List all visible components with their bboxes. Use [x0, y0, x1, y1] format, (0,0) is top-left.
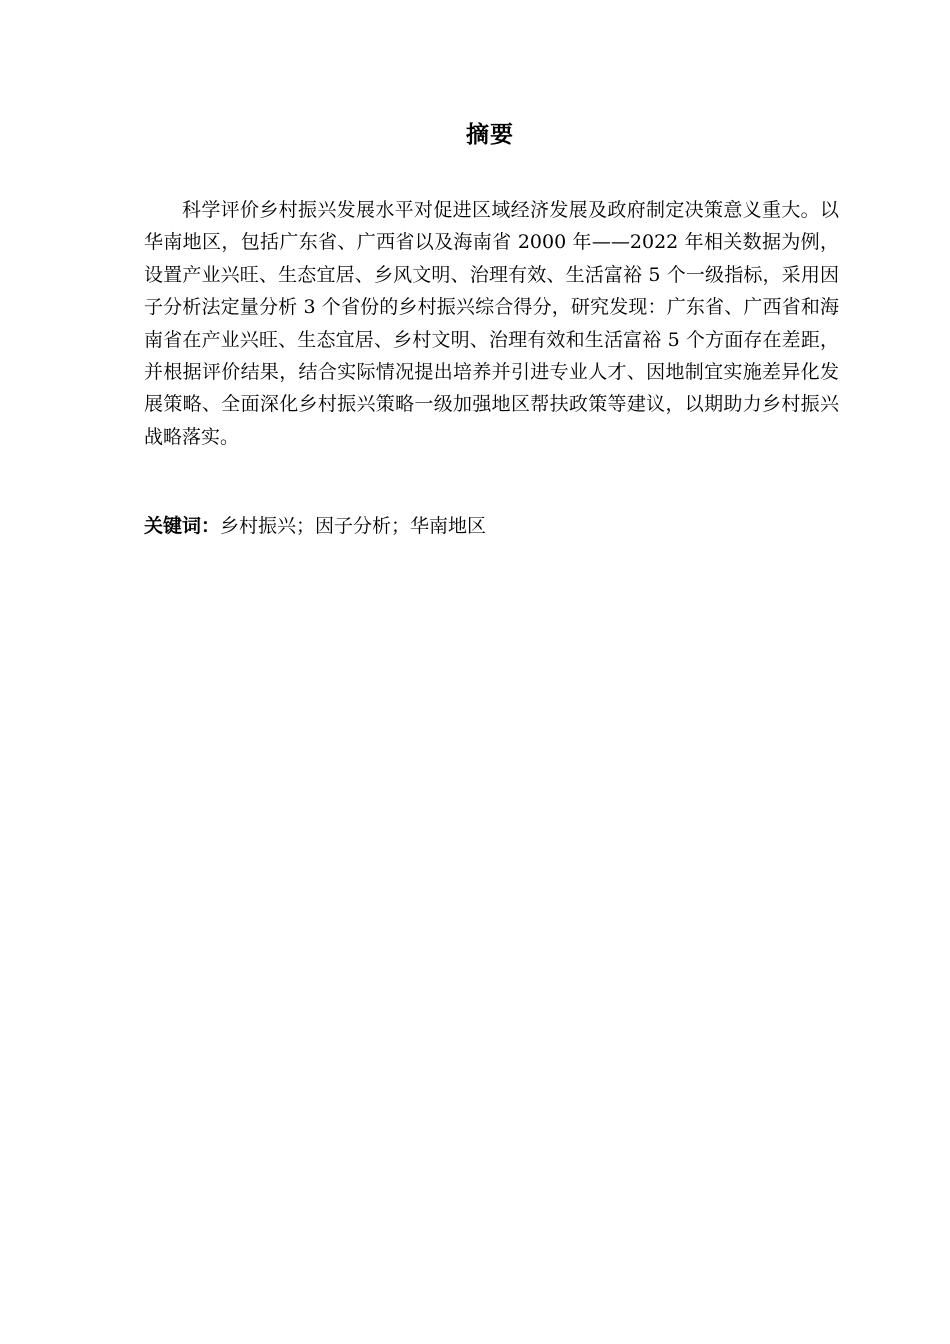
keywords-line [144, 510, 839, 542]
keywords-label: 关键词： [144, 515, 221, 537]
keywords-value: 乡村振兴；因子分析；华南地区 [220, 515, 487, 537]
abstract-paragraph: 科学评价乡村振兴发展水平对促进区域经济发展及政府制定决策意义重大。以华南地区，包括广东省、广西省以及海南省 2000 年——2022 年相关数据为例，设置产业兴旺、生态宜居、乡风文明、治理有效、生活富裕 5 个一级指标，采用因子分析法定量分析 3 个省份的乡村振兴综合得分，研究发现：广东省、广西省和海南省在产业兴旺、生态宜居、乡村文明、治理有效和生活富裕 5 个方面存在差距，并根据评价结果，结合实际情况提出培养并引进专业人才、因地制宜实施差异化发展策略、全面深化乡村振兴策略一级加强地区帮扶政策等建议，以期助力乡村振兴战略落实。 [144, 199, 839, 448]
page-title: 摘要 [466, 122, 514, 148]
